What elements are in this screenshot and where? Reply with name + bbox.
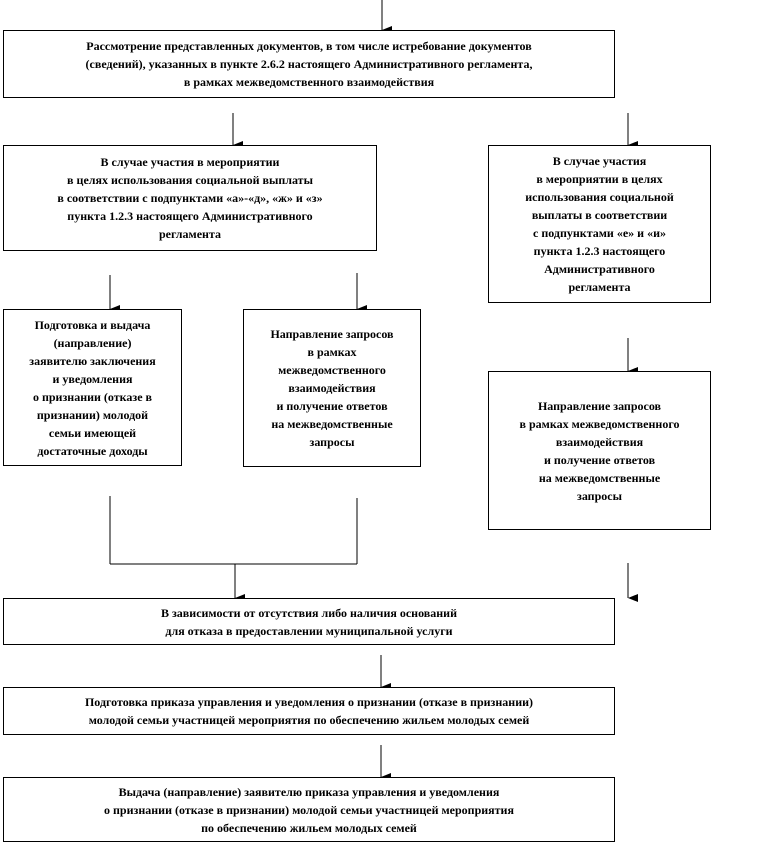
- step-requests-middle-text: Направление запросов в рамках межведомственного взаимодействия и получение ответов на межведомственные запросы: [270, 327, 394, 449]
- step-requests-right-text: Направление запросов в рамках межведомственного взаимодействия и получение ответов на межведомственные запросы: [519, 398, 680, 503]
- step-requests-middle: [243, 309, 421, 467]
- step-review-documents-text: Рассмотрение представленных документов, в том числе истребование документов (сведений), указанных в пункте 2.6.2 настоящего Административного регламента, в рамках межведомственного взаимодействия: [85, 39, 533, 89]
- step-case-left-text: В случае участия в мероприятии в целях использования социальной выплаты в соответствии с подпунктами «а»-«д», «ж» и «з» пункта 1.2.3 настоящего Административного регламента: [57, 155, 323, 241]
- step-case-left: [3, 145, 377, 251]
- step-prepare-conclusion: [3, 309, 182, 466]
- step-prepare-order-text: Подготовка приказа управления и уведомления о признании (отказе в признании) молодой семьи участницей мероприятия по обеспечению жильем молодых семей: [84, 695, 534, 727]
- step-requests-right: [488, 371, 711, 530]
- step-issue-order-text: Выдача (направление) заявителю приказа управления и уведомления о признании (отказе в признании) молодой семьи участницей мероприятия по обеспечению жильем молодых семей: [104, 784, 514, 835]
- step-case-right-text: В случае участия в мероприятии в целях использования социальной выплаты в соответствии с подпунктами «е» и «и» пункта 1.2.3 настоящего Административного регламента: [525, 154, 674, 294]
- step-prepare-order: [3, 687, 615, 735]
- step-review-documents: [3, 30, 615, 98]
- step-dependency-text: В зависимости от отсутствия либо наличия оснований для отказа в предоставлении муниципальной услуги: [160, 605, 458, 638]
- step-dependency: [3, 598, 615, 645]
- step-issue-order: [3, 777, 615, 842]
- step-prepare-conclusion-text: Подготовка и выдача (направление) заявителю заключения и уведомления о признании (отказе в признании) молодой семьи имеющей достаточные доходы: [29, 317, 156, 458]
- step-case-right: [488, 145, 711, 303]
